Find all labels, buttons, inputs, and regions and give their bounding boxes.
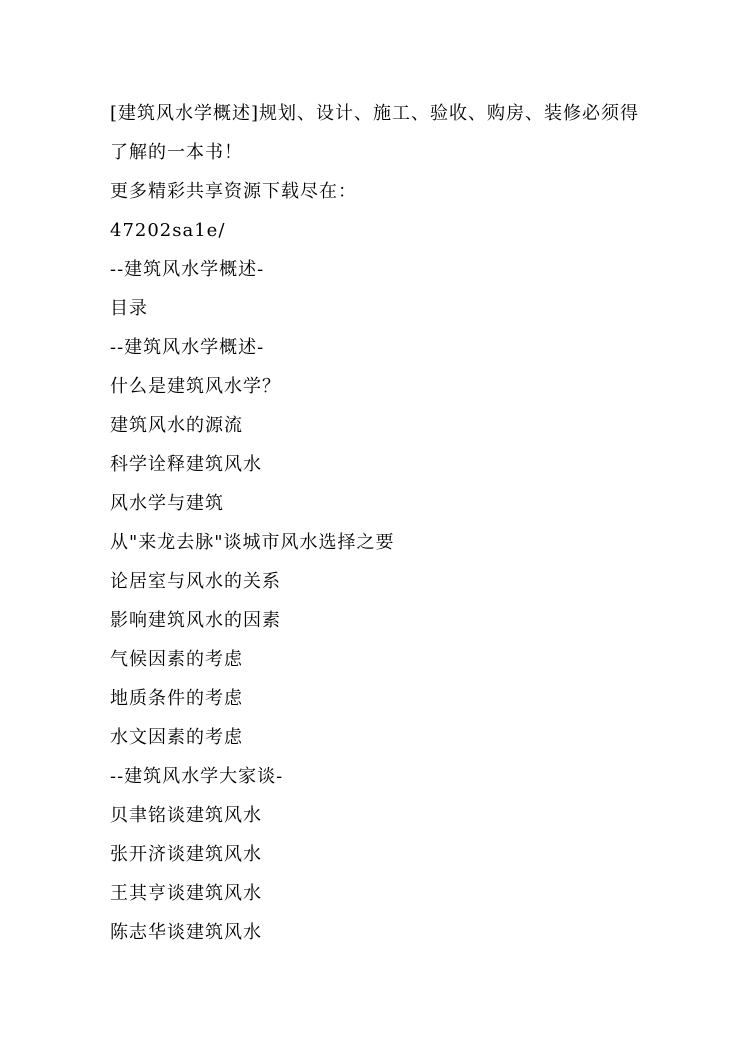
toc-item: 风水学与建筑 <box>110 493 224 514</box>
toc-item: 什么是建筑风水学？ <box>110 376 281 397</box>
section-heading-experts: --建筑风水学大家谈- <box>110 766 284 787</box>
toc-item: 建筑风水的源流 <box>110 415 243 436</box>
download-text: 更多精彩共享资源下载尽在： <box>110 181 357 202</box>
resource-link: 47202sa1e/ <box>110 220 226 241</box>
document-body <box>110 94 650 952</box>
toc-item: 从"来龙去脉"谈城市风水选择之要 <box>110 532 395 553</box>
intro-line-1: [建筑风水学概述]规划、设计、施工、验收、购房、装修必须得 <box>110 103 640 124</box>
toc-item: 水文因素的考虑 <box>110 727 243 748</box>
section-heading-overview: --建筑风水学概述- <box>110 259 265 280</box>
intro-line-2: 了解的一本书！ <box>110 142 243 163</box>
section-heading-overview-repeat: --建筑风水学概述- <box>110 337 265 358</box>
toc-item: 贝聿铭谈建筑风水 <box>110 805 262 826</box>
toc-item: 科学诠释建筑风水 <box>110 454 262 475</box>
toc-item: 地质条件的考虑 <box>110 688 243 709</box>
toc-item: 陈志华谈建筑风水 <box>110 922 262 943</box>
toc-item: 张开济谈建筑风水 <box>110 844 262 865</box>
toc-title: 目录 <box>110 298 148 319</box>
toc-item: 论居室与风水的关系 <box>110 571 281 592</box>
toc-item: 王其亨谈建筑风水 <box>110 883 262 904</box>
toc-item: 影响建筑风水的因素 <box>110 610 281 631</box>
toc-item: 气候因素的考虑 <box>110 649 243 670</box>
